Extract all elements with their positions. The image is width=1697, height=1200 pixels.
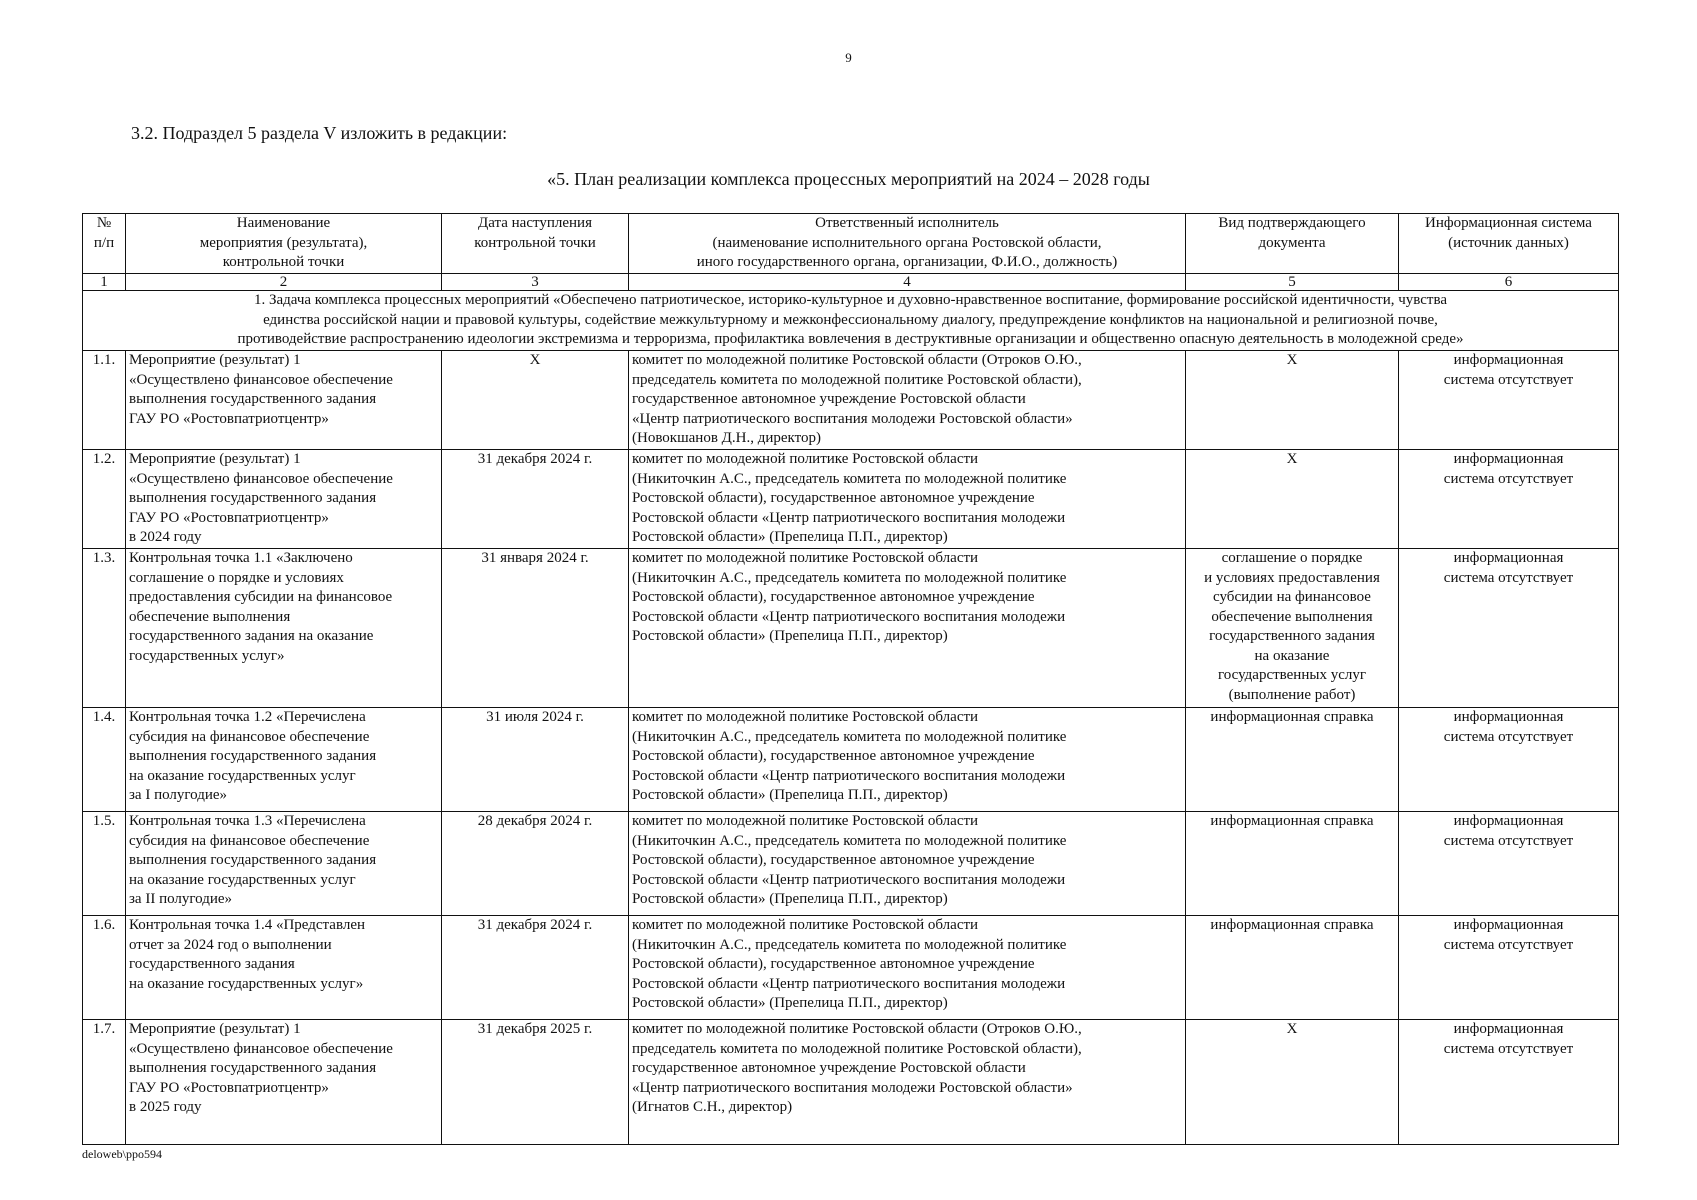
header-date: Дата наступления контрольной точки [442, 214, 629, 274]
row-system: информационная система отсутствует [1399, 450, 1619, 549]
task-description: 1. Задача комплекса процессных мероприятий «Обеспечено патриотическое, историко-культурное и духовно-нравственное воспитание, формирование российской идентичности, чувства единства российской нации и правовой культуры, содействие межкультурному и межконфессиональному диалогу, предупреждение конфликтов на национальной и религиозной почве, противодействие распространению идеологии экстремизма и терроризма, профилактика вовлечения в деструктивные организации и общественно опасную деятельность в молодежной среде» [83, 291, 1619, 351]
row-number: 1.1. [83, 351, 126, 450]
row-document: Х [1186, 1020, 1399, 1145]
row-number: 1.6. [83, 916, 126, 1020]
table-row [83, 549, 1619, 708]
row-number: 1.2. [83, 450, 126, 549]
table-row [83, 916, 1619, 1020]
column-number: 1 [83, 274, 126, 291]
row-responsible: комитет по молодежной политике Ростовской области (Никиточкин А.С., председатель комитета по молодежной политике Ростовской области), государственное автономное учреждение Ростовской области «Центр патриотического воспитания молодежи Ростовской области» (Препелица П.П., директор) [629, 708, 1186, 812]
table-row [83, 812, 1619, 916]
table-row [83, 450, 1619, 549]
row-system: информационная система отсутствует [1399, 549, 1619, 708]
task-row [83, 291, 1619, 351]
row-document: Х [1186, 450, 1399, 549]
header-num: № п/п [83, 214, 126, 274]
header-document: Вид подтверждающего документа [1186, 214, 1399, 274]
row-document: информационная справка [1186, 916, 1399, 1020]
intro-paragraph: 3.2. Подраздел 5 раздела V изложить в редакции: [131, 123, 508, 143]
table-row [83, 351, 1619, 450]
row-system: информационная система отсутствует [1399, 1020, 1619, 1145]
header-name: Наименование мероприятия (результата), контрольной точки [126, 214, 442, 274]
row-responsible: комитет по молодежной политике Ростовской области (Никиточкин А.С., председатель комитета по молодежной политике Ростовской области), государственное автономное учреждение Ростовской области «Центр патриотического воспитания молодежи Ростовской области» (Препелица П.П., директор) [629, 916, 1186, 1020]
row-name: Мероприятие (результат) 1 «Осуществлено финансовое обеспечение выполнения государственного задания ГАУ РО «Ростовпатриотцентр» [126, 351, 442, 450]
row-date: 31 декабря 2025 г. [442, 1020, 629, 1145]
column-number: 6 [1399, 274, 1619, 291]
row-system: информационная система отсутствует [1399, 708, 1619, 812]
row-number: 1.5. [83, 812, 126, 916]
table-row [83, 1020, 1619, 1145]
row-date: 31 января 2024 г. [442, 549, 629, 708]
row-document: информационная справка [1186, 812, 1399, 916]
row-name: Контрольная точка 1.3 «Перечислена субсидия на финансовое обеспечение выполнения государственного задания на оказание государственных услуг за II полугодие» [126, 812, 442, 916]
row-responsible: комитет по молодежной политике Ростовской области (Никиточкин А.С., председатель комитета по молодежной политике Ростовской области), государственное автономное учреждение Ростовской области «Центр патриотического воспитания молодежи Ростовской области» (Препелица П.П., директор) [629, 450, 1186, 549]
row-date: 31 июля 2024 г. [442, 708, 629, 812]
row-number: 1.4. [83, 708, 126, 812]
row-date: 31 декабря 2024 г. [442, 916, 629, 1020]
row-name: Контрольная точка 1.2 «Перечислена субсидия на финансовое обеспечение выполнения государственного задания на оказание государственных услуг за I полугодие» [126, 708, 442, 812]
plan-table [82, 213, 1619, 1145]
row-name: Мероприятие (результат) 1 «Осуществлено финансовое обеспечение выполнения государственного задания ГАУ РО «Ростовпатриотцентр» в 2024 году [126, 450, 442, 549]
footer-code: deloweb\ppo594 [82, 1147, 162, 1161]
row-date: 31 декабря 2024 г. [442, 450, 629, 549]
row-number: 1.7. [83, 1020, 126, 1145]
row-date: 28 декабря 2024 г. [442, 812, 629, 916]
row-system: информационная система отсутствует [1399, 916, 1619, 1020]
row-document: соглашение о порядке и условиях предоставления субсидии на финансовое обеспечение выполнения государственного задания на оказание государственных услуг (выполнение работ) [1186, 549, 1399, 708]
header-system: Информационная система (источник данных) [1399, 214, 1619, 274]
row-responsible: комитет по молодежной политике Ростовской области (Отроков О.Ю., председатель комитета по молодежной политике Ростовской области), государственное автономное учреждение Ростовской области «Центр патриотического воспитания молодежи Ростовской области» (Новокшанов Д.Н., директор) [629, 351, 1186, 450]
row-system: информационная система отсутствует [1399, 812, 1619, 916]
row-document: Х [1186, 351, 1399, 450]
column-number: 3 [442, 274, 629, 291]
column-number: 4 [629, 274, 1186, 291]
row-name: Контрольная точка 1.4 «Представлен отчет за 2024 год о выполнении государственного задания на оказание государственных услуг» [126, 916, 442, 1020]
row-system: информационная система отсутствует [1399, 351, 1619, 450]
row-responsible: комитет по молодежной политике Ростовской области (Никиточкин А.С., председатель комитета по молодежной политике Ростовской области), государственное автономное учреждение Ростовской области «Центр патриотического воспитания молодежи Ростовской области» (Препелица П.П., директор) [629, 812, 1186, 916]
row-responsible: комитет по молодежной политике Ростовской области (Никиточкин А.С., председатель комитета по молодежной политике Ростовской области), государственное автономное учреждение Ростовской области «Центр патриотического воспитания молодежи Ростовской области» (Препелица П.П., директор) [629, 549, 1186, 708]
column-number: 5 [1186, 274, 1399, 291]
row-name: Мероприятие (результат) 1 «Осуществлено финансовое обеспечение выполнения государственного задания ГАУ РО «Ростовпатриотцентр» в 2025 году [126, 1020, 442, 1145]
page-number: 9 [845, 50, 852, 65]
header-responsible: Ответственный исполнитель (наименование исполнительного органа Ростовской области, иного государственного органа, организации, Ф.И.О., должность) [629, 214, 1186, 274]
header-row [83, 214, 1619, 274]
row-document: информационная справка [1186, 708, 1399, 812]
row-responsible: комитет по молодежной политике Ростовской области (Отроков О.Ю., председатель комитета по молодежной политике Ростовской области), государственное автономное учреждение Ростовской области «Центр патриотического воспитания молодежи Ростовской области» (Игнатов С.Н., директор) [629, 1020, 1186, 1145]
column-number-row [83, 274, 1619, 291]
table-row [83, 708, 1619, 812]
row-number: 1.3. [83, 549, 126, 708]
plan-title: «5. План реализации комплекса процессных мероприятий на 2024 – 2028 годы [547, 169, 1150, 189]
row-name: Контрольная точка 1.1 «Заключено соглашение о порядке и условиях предоставления субсидии на финансовое обеспечение выполнения государственного задания на оказание государственных услуг» [126, 549, 442, 708]
column-number: 2 [126, 274, 442, 291]
row-date: Х [442, 351, 629, 450]
